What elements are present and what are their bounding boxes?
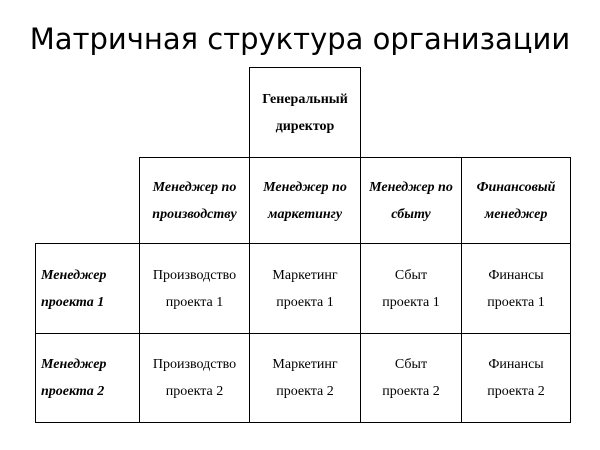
- cell-p1-marketing: Маркетинг проекта 1: [249, 243, 361, 334]
- director-line2: директор: [275, 118, 335, 134]
- manager-production: Менеджер по производству: [139, 157, 250, 244]
- cell-p1-finance: Финансы проекта 1: [461, 243, 571, 334]
- cell-p1-production: Производство проекта 1: [139, 243, 250, 334]
- director-box: [249, 67, 361, 158]
- manager-finance: Финансовый менеджер: [461, 157, 571, 244]
- cell-p2-finance: Финансы проекта 2: [461, 333, 571, 423]
- project-manager-2: Менеджер проекта 2: [35, 333, 140, 423]
- project-manager-1: Менеджер проекта 1: [35, 243, 140, 334]
- cell-p2-production: Производство проекта 2: [139, 333, 250, 423]
- manager-sales: Менеджер по сбыту: [360, 157, 462, 244]
- director-line1: Генеральный: [262, 91, 348, 107]
- manager-marketing: Менеджер по маркетингу: [249, 157, 361, 244]
- cell-p1-sales: Сбыт проекта 1: [360, 243, 462, 334]
- cell-p2-marketing: Маркетинг проекта 2: [249, 333, 361, 423]
- page-title: Матричная структура организации: [29, 22, 571, 56]
- cell-p2-sales: Сбыт проекта 2: [360, 333, 462, 423]
